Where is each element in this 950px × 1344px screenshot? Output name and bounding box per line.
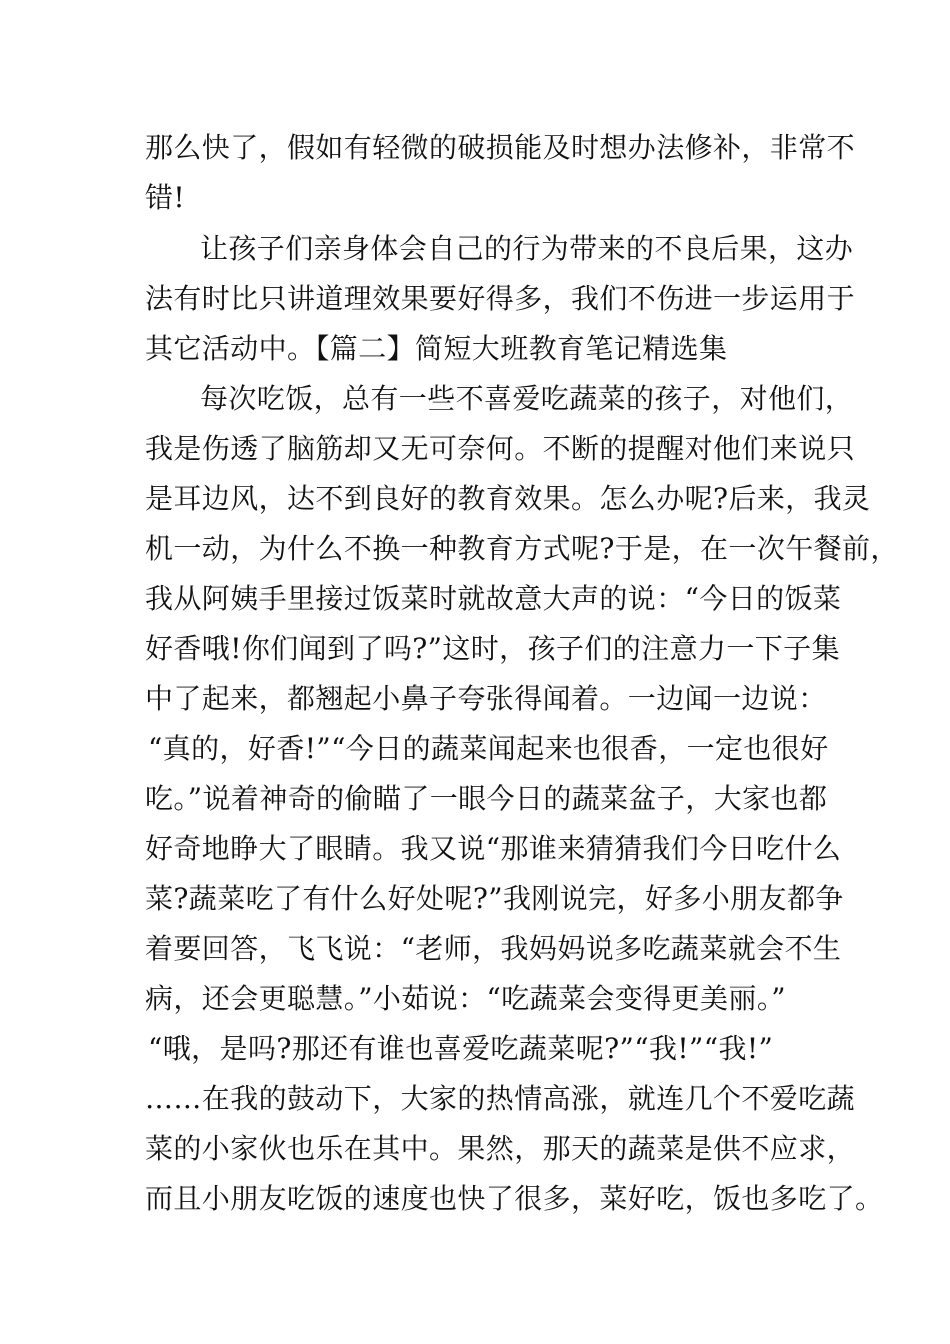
body-text-line: ……在我的鼓动下，大家的热情高涨，就连几个不爱吃蔬 [145,1082,856,1115]
body-text-line: 我从阿姨手里接过饭菜时就故意大声的说：“今日的饭菜 [145,582,842,615]
body-text-line: 那么快了，假如有轻微的破损能及时想办法修补，非常不 [145,131,856,164]
body-text-line: 我是伤透了脑筋却又无可奈何。不断的提醒对他们来说只 [145,432,856,465]
body-text-line: 菜?蔬菜吃了有什么好处呢?”我刚说完，好多小朋友都争 [145,882,844,915]
body-text-line: “真的，好香!”“今日的蔬菜闻起来也很香，一定也很好 [148,732,829,765]
body-text-line: 是耳边风，达不到良好的教育效果。怎么办呢?后来，我灵 [145,482,871,515]
body-text-line: 法有时比只讲道理效果要好得多，我们不伤进一步运用于 [145,282,856,315]
body-text-line: 菜的小家伙也乐在其中。果然，那天的蔬菜是供不应求， [145,1132,856,1165]
body-text-line: 好香哦!你们闻到了吗?”这时，孩子们的注意力一下子集 [145,632,840,665]
section-heading-line: 其它活动中。【篇二】简短大班教育笔记精选集 [145,332,728,365]
body-text-line: 错! [145,181,186,214]
body-text-line: 病，还会更聪慧。”小茹说：“吃蔬菜会变得更美丽。” [145,982,786,1015]
body-text-line: 着要回答，飞飞说：“老师，我妈妈说多吃蔬菜就会不生 [145,932,842,965]
body-text-line: 吃。”说着神奇的偷瞄了一眼今日的蔬菜盆子，大家也都 [145,782,828,815]
body-text-line: 好奇地睁大了眼睛。我又说“那谁来猜猜我们今日吃什么 [145,832,842,865]
body-text-line: 中了起来，都翘起小鼻子夸张得闻着。一边闻一边说： [145,682,827,715]
paragraph-start-line: 让孩子们亲身体会自己的行为带来的不良后果，这办 [200,232,854,265]
paragraph-start-line: 每次吃饭，总有一些不喜爱吃蔬菜的孩子，对他们， [200,382,854,415]
body-text-line: “哦，是吗?那还有谁也喜爱吃蔬菜呢?”“我!”“我!” [148,1032,774,1065]
body-text-line: 机一动，为什么不换一种教育方式呢?于是，在一次午餐前， [145,532,899,565]
body-text-line: 而且小朋友吃饭的速度也快了很多，菜好吃，饭也多吃了。 [145,1182,884,1215]
